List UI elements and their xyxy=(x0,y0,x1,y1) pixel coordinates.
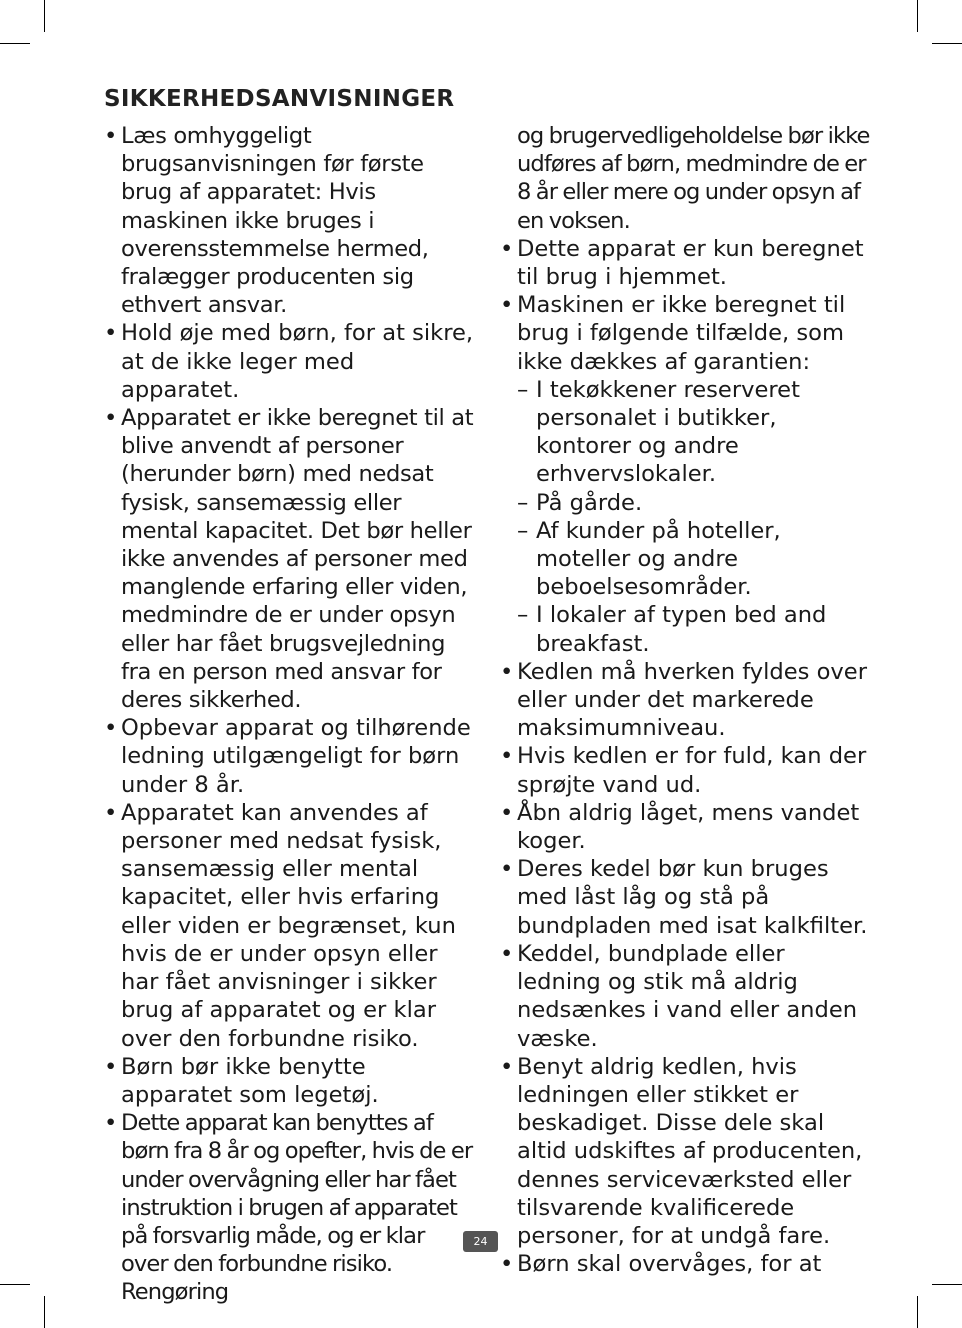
list-item xyxy=(104,799,476,1053)
bullet-icon: • xyxy=(500,292,514,319)
item-text: Kedlen må hverken fyldes over eller under det markerede maksimumniveau. xyxy=(517,658,867,742)
sub-list-item xyxy=(500,489,875,517)
crop-mark xyxy=(0,43,30,44)
bullet-icon: • xyxy=(104,1110,117,1137)
item-text: I lokaler af typen bed and breakfast. xyxy=(536,602,827,657)
item-text: Børn bør ikke benytte apparatet som legetøj. xyxy=(121,1053,379,1108)
crop-mark xyxy=(932,43,962,44)
item-text: Apparatet er ikke beregnet til at blive anvendt af personer (herunder børn) med nedsat fysisk, sansemæssig eller mental kapacitet. Det bør heller ikke anvendes af personer med manglende erfaring eller viden, medmindre de er under opsyn eller har fået brugsvejledning fra en person med ansvar for deres sikkerhed. xyxy=(121,405,474,714)
bullet-icon: • xyxy=(104,799,118,826)
item-text: Hold øje med børn, for at sikre, at de ikke leger med apparatet. xyxy=(121,320,474,403)
bullet-icon: • xyxy=(104,320,118,347)
left-column xyxy=(104,122,476,1307)
list-item xyxy=(500,291,875,376)
list-item xyxy=(104,1109,476,1306)
bullet-icon: • xyxy=(500,1251,514,1278)
item-text: Apparatet kan anvendes af personer med nedsat fysisk, sansemæssig eller mental kapacitet, eller hvis erfaring eller viden er begrænset, kun hvis de er under opsyn eller har fået anvisninger i sikker brug af apparatet og er klar over den forbundne risiko. xyxy=(121,799,456,1052)
sub-list-item xyxy=(500,517,875,602)
bullet-icon: • xyxy=(500,235,514,262)
list-item xyxy=(500,742,875,798)
list-item xyxy=(500,658,875,743)
item-text: På gårde. xyxy=(536,489,643,516)
sub-list-item xyxy=(500,601,875,657)
item-text: Opbevar apparat og tilhørende ledning utilgængeligt for børn under 8 år. xyxy=(121,715,471,798)
bullet-icon: • xyxy=(500,1053,514,1080)
bullet-icon: • xyxy=(500,856,514,883)
list-item xyxy=(104,404,476,714)
dash-icon: – xyxy=(517,376,529,403)
list-item xyxy=(500,1053,875,1250)
crop-mark xyxy=(917,0,918,32)
item-text: Deres kedel bør kun bruges med låst låg og stå på bundpladen med isat kalkfilter. xyxy=(517,856,868,939)
dash-icon: – xyxy=(517,602,529,629)
bullet-icon: • xyxy=(104,1053,118,1080)
dash-icon: – xyxy=(517,489,529,516)
crop-mark xyxy=(44,0,45,32)
right-column xyxy=(500,122,875,1278)
list-item xyxy=(500,799,875,855)
page-number: 24 xyxy=(463,1231,498,1252)
list-item xyxy=(500,235,875,291)
bullet-icon: • xyxy=(500,799,514,826)
list-item xyxy=(104,319,476,404)
item-text: I tekøkkener reserveret personalet i butikker, kontorer og andre erhvervslokaler. xyxy=(536,376,800,488)
item-text: Åbn aldrig låget, mens vandet koger. xyxy=(517,799,860,855)
item-text: Maskinen er ikke beregnet til brug i følgende tilfælde, som ikke dækkes af garantien: xyxy=(517,292,846,375)
bullet-icon: • xyxy=(500,940,514,967)
bullet-icon: • xyxy=(104,123,118,149)
crop-mark xyxy=(44,1296,45,1328)
item-text: Læs omhyggeligt brugsanvisningen før første brug af apparatet: Hvis maskinen ikke bruges i overensstemmelse hermed, fralægger producenten sig ethvert ansvar. xyxy=(121,123,429,319)
crop-mark xyxy=(932,1284,962,1285)
sub-list-item xyxy=(500,376,875,489)
crop-mark xyxy=(0,1284,30,1285)
crop-mark xyxy=(917,1296,918,1328)
list-item xyxy=(104,122,476,319)
list-item xyxy=(104,1053,476,1109)
item-text: Af kunder på hoteller, moteller og andre beboelsesområder. xyxy=(536,517,781,601)
item-text: Benyt aldrig kedlen, hvis ledningen eller stikket er beskadiget. Disse dele skal altid udskiftes af producenten, dennes serviceværksted eller tilsvarende kvalificerede personer, for at undgå fare. xyxy=(517,1053,863,1249)
continued-text: og brugervedligeholdelse bør ikke udføres af børn, medmindre de er 8 år eller mere og under opsyn af en voksen. xyxy=(517,123,870,234)
list-item xyxy=(104,714,476,799)
bullet-icon: • xyxy=(500,658,514,685)
list-item xyxy=(500,1250,875,1278)
bullet-icon: • xyxy=(104,405,118,432)
bullet-icon: • xyxy=(500,743,514,770)
bullet-icon: • xyxy=(104,715,118,742)
list-item xyxy=(500,940,875,1053)
section-heading: SIKKERHEDSANVISNINGER xyxy=(104,86,455,112)
item-text: Keddel, bundplade eller ledning og stik må aldrig nedsænkes i vand eller anden væske. xyxy=(517,940,858,1052)
item-text: Dette apparat kan benyttes af børn fra 8 år og opefter, hvis de er under overvågning eller har fået instruktion i brugen af apparatet på forsvarlig måde, og er klar over den forbundne risiko. Rengøring xyxy=(121,1110,473,1306)
item-text: Børn skal overvåges, for at xyxy=(517,1251,822,1278)
list-item xyxy=(500,855,875,940)
item-text: Dette apparat er kun beregnet til brug i hjemmet. xyxy=(517,235,864,291)
item-text: Hvis kedlen er for fuld, kan der sprøjte vand ud. xyxy=(517,743,867,798)
dash-icon: – xyxy=(517,517,529,544)
